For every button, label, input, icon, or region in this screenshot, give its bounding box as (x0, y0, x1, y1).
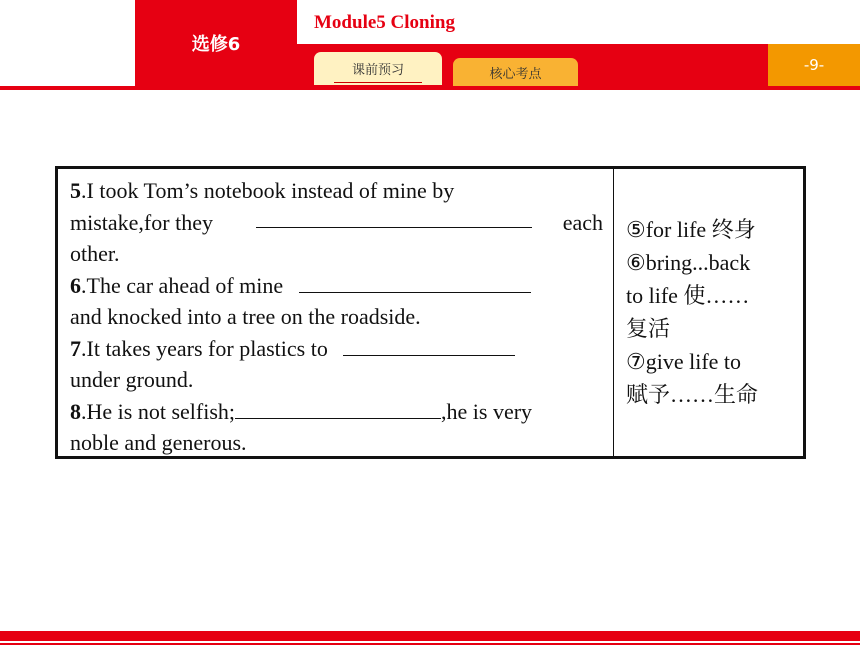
item-5-line-3 (70, 238, 603, 270)
phrase-line: 赋予……生命 (626, 382, 759, 407)
phrase-line: ⑦give life to (626, 349, 742, 374)
tab-preview[interactable] (314, 52, 442, 85)
phrase-list (614, 169, 803, 456)
course-label: 选修6 (135, 0, 297, 86)
item-text: each (562, 209, 603, 235)
tab-key-points[interactable] (453, 58, 578, 86)
item-text: .I took Tom’s notebook instead of mine by (81, 178, 455, 203)
item-8-line-2 (70, 427, 603, 459)
item-6-line-1 (70, 270, 603, 302)
answer-blank[interactable] (299, 272, 531, 293)
item-6-line-2 (70, 301, 603, 333)
item-text: .The car ahead of mine (81, 272, 284, 298)
exercise-sentences (58, 169, 614, 456)
item-5-line-1 (70, 175, 603, 207)
item-number: 7 (70, 335, 81, 361)
item-text: under ground. (70, 367, 194, 392)
module-title: Module5 Cloning (314, 12, 455, 33)
slide-header (0, 0, 860, 92)
item-7-line-1 (70, 333, 603, 365)
item-number: 6 (70, 272, 81, 298)
item-text: .It takes years for plastics to (81, 335, 328, 361)
answer-blank[interactable] (256, 207, 532, 228)
phrase-line: to life 使…… (626, 283, 750, 308)
tab-key-points-label: 核心考点 (489, 66, 542, 82)
phrase-line: 复活 (626, 316, 671, 341)
item-5-line-2 (70, 207, 603, 239)
page-number: -9- (768, 44, 860, 86)
item-7-line-2 (70, 364, 603, 396)
item-8-line-1 (70, 396, 603, 428)
tab-preview-label: 课前预习 (334, 59, 422, 83)
item-number: 5 (70, 178, 81, 203)
phrase-line: ⑤for life 终身 (626, 217, 756, 242)
item-text: mistake,for they (70, 209, 213, 235)
exercise-table (55, 166, 806, 459)
footer-bar (0, 631, 860, 641)
answer-blank[interactable] (343, 335, 515, 356)
item-text: and knocked into a tree on the roadside. (70, 304, 421, 329)
item-text: ,he is very (441, 398, 533, 424)
item-text: other. (70, 241, 120, 266)
header-divider (0, 86, 860, 90)
item-text: noble and generous. (70, 430, 247, 455)
item-text: .He is not selfish; (81, 398, 235, 424)
answer-blank[interactable] (235, 398, 441, 419)
phrase-line: ⑥bring...back (626, 250, 751, 275)
item-number: 8 (70, 398, 81, 424)
